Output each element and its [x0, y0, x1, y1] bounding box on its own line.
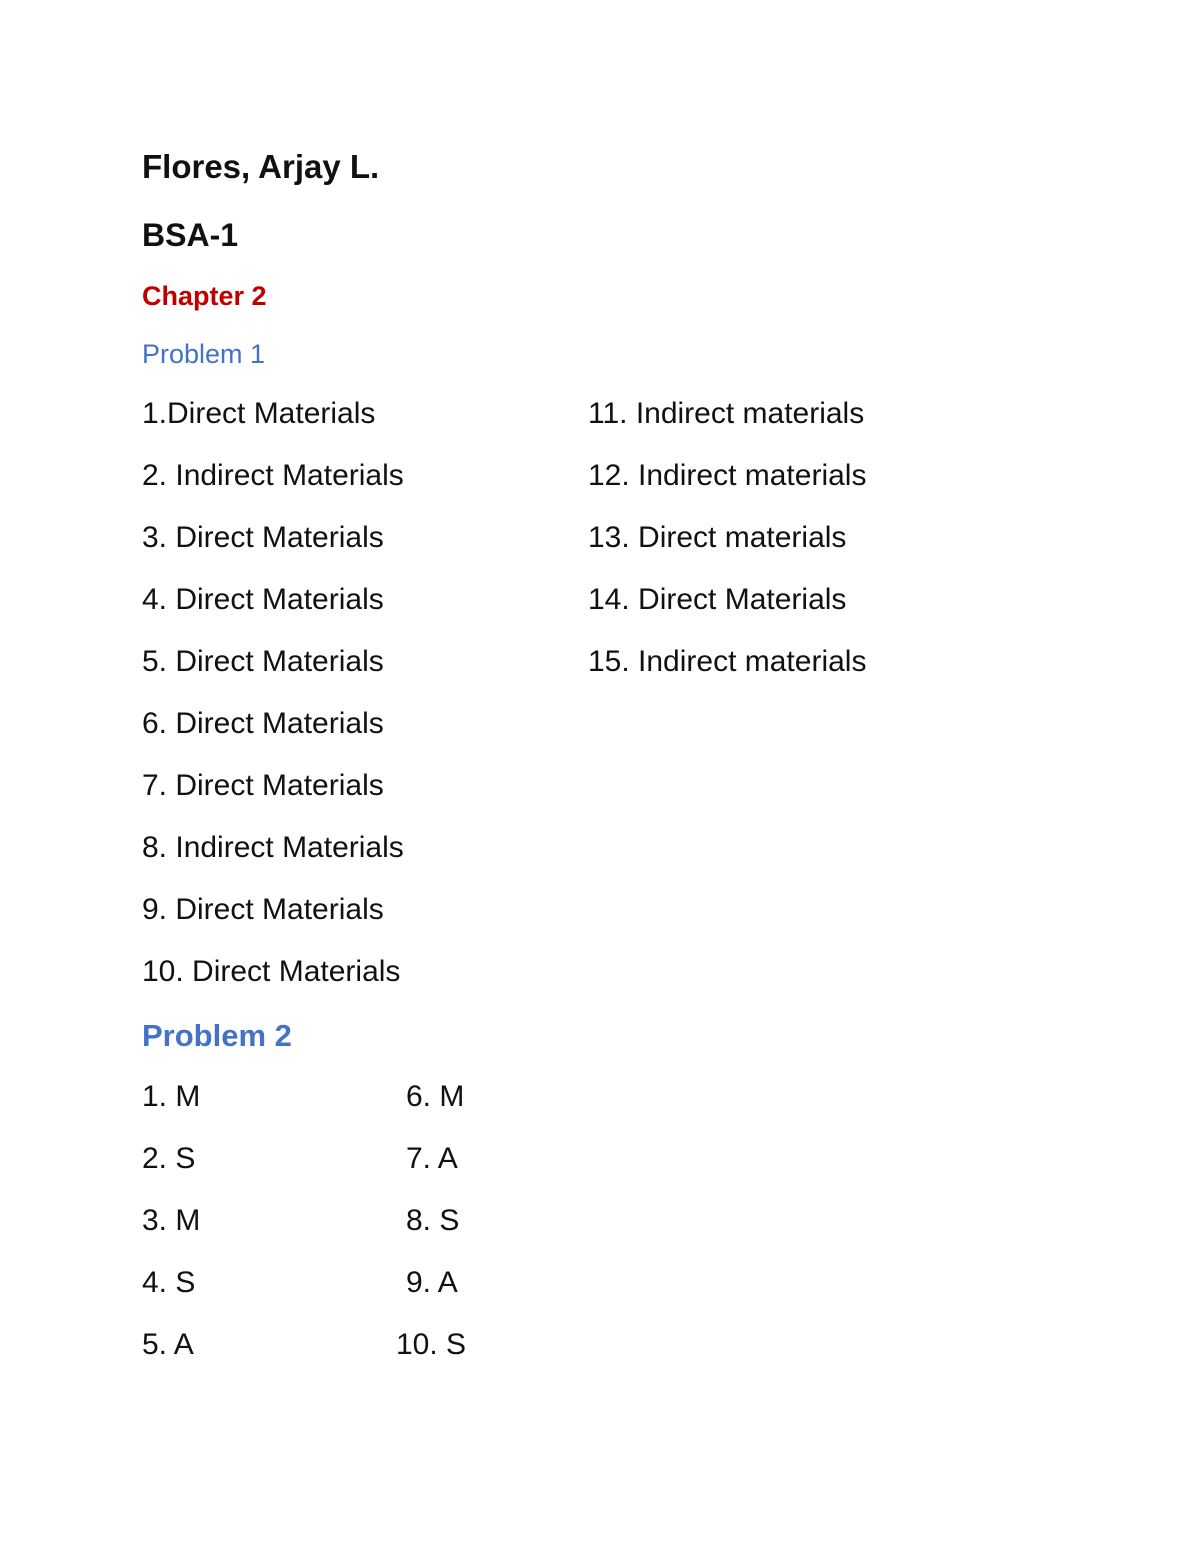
- problem-1-answer-6: 6. Direct Materials: [142, 707, 384, 740]
- student-section: BSA-1: [142, 217, 239, 253]
- student-name: Flores, Arjay L.: [142, 148, 380, 185]
- problem-1-answer-3: 3. Direct Materials: [142, 521, 384, 554]
- problem-1-answer-15: 15. Indirect materials: [588, 645, 867, 678]
- problem-1-heading: Problem 1: [142, 339, 266, 369]
- problem-2-answer-10: 10. S: [396, 1328, 467, 1361]
- problem-1-answer-12: 12. Indirect materials: [588, 459, 867, 492]
- problem-1-answer-5: 5. Direct Materials: [142, 645, 384, 678]
- problem-1-answer-11: 11. Indirect materials: [588, 397, 865, 430]
- problem-1-answer-1: 1.Direct Materials: [142, 397, 376, 430]
- problem-2-heading: Problem 2: [142, 1018, 292, 1053]
- problem-2-answer-8: 8. S: [406, 1204, 460, 1237]
- problem-1-answer-7: 7. Direct Materials: [142, 769, 384, 802]
- problem-2-answer-1: 1. M: [142, 1080, 201, 1113]
- problem-2-answer-9: 9. A: [406, 1266, 458, 1299]
- problem-2-answer-3: 3. M: [142, 1204, 201, 1237]
- problem-2-answer-7: 7. A: [406, 1142, 458, 1175]
- problem-2-answer-4: 4. S: [142, 1266, 196, 1299]
- problem-2-answer-5: 5. A: [142, 1328, 194, 1361]
- problem-1-answer-8: 8. Indirect Materials: [142, 831, 404, 864]
- problem-1-answer-10: 10. Direct Materials: [142, 955, 401, 988]
- problem-1-answer-9: 9. Direct Materials: [142, 893, 384, 926]
- problem-1-answer-14: 14. Direct Materials: [588, 583, 847, 616]
- chapter-heading: Chapter 2: [142, 281, 267, 311]
- problem-1-answer-2: 2. Indirect Materials: [142, 459, 404, 492]
- problem-1-answer-4: 4. Direct Materials: [142, 583, 384, 616]
- problem-2-answer-6: 6. M: [406, 1080, 465, 1113]
- problem-2-answer-2: 2. S: [142, 1142, 196, 1175]
- problem-1-answer-13: 13. Direct materials: [588, 521, 847, 554]
